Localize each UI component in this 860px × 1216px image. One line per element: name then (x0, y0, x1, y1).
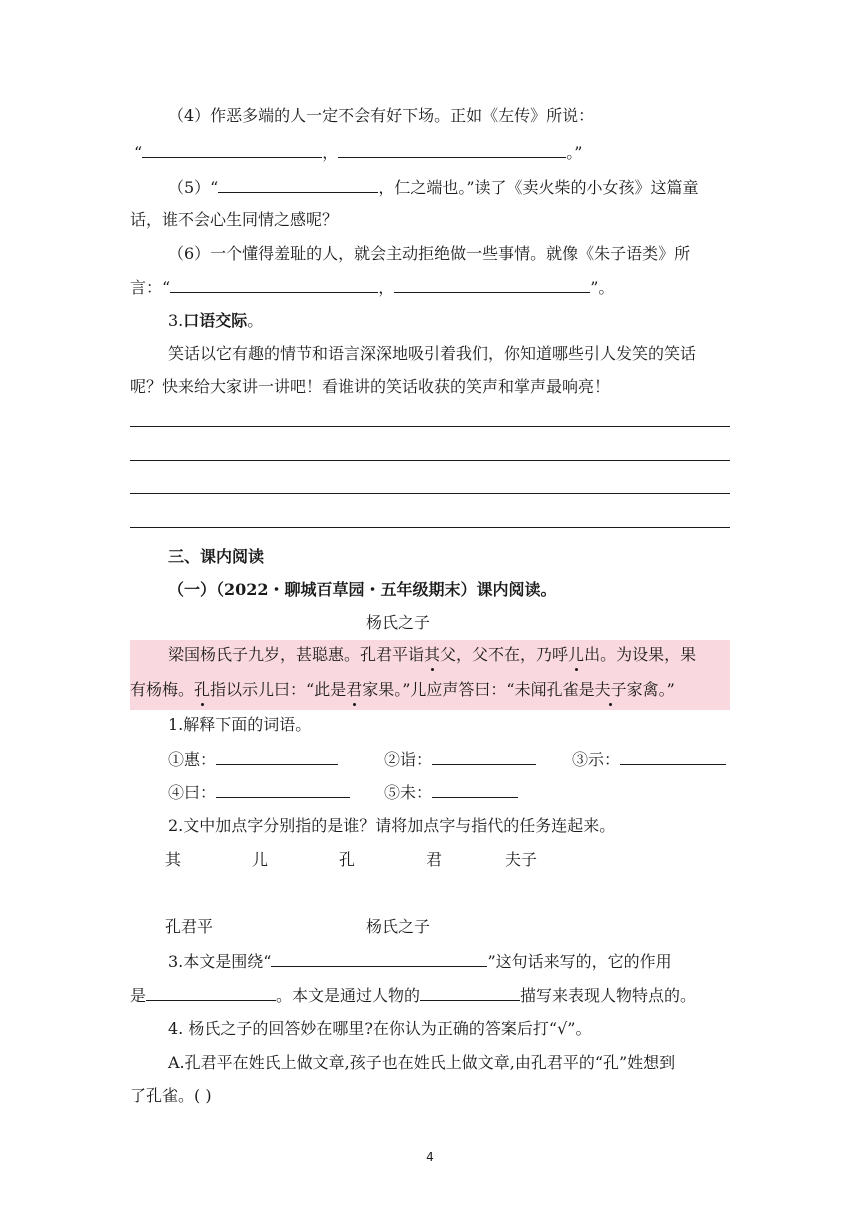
oral-heading (168, 310, 263, 332)
oral-para-2: 呢？快来给大家讲一讲吧！看谁讲的笑话收获的笑声和掌声最响亮！ (130, 377, 611, 396)
q5-line-1 (168, 176, 699, 199)
oral-para-1: 笑话以它有趣的情节和语言深深地吸引着我们，你知道哪些引人发笑的笑话 (168, 344, 697, 363)
q6-comma: ， (378, 278, 395, 297)
passage-text: 有杨梅。 (130, 680, 195, 699)
dotted-word-jun: 君 (346, 680, 363, 699)
passage-title: 杨氏之子 (366, 613, 431, 632)
q1-label: ⑤未： (384, 783, 433, 802)
q6-blank-2[interactable] (394, 276, 590, 293)
q1-label: ②诣： (384, 750, 433, 769)
q3-blank-1[interactable] (271, 950, 487, 967)
writing-line-2[interactable] (130, 460, 730, 461)
q3-text: 3.本文是围绕“ (168, 952, 272, 971)
q1-blank-5[interactable] (432, 781, 518, 798)
oral-period: 。 (247, 311, 264, 330)
q1-blank-3[interactable] (620, 748, 726, 765)
question-4: 4. 杨氏之子的回答妙在哪里?在你认为正确的答案后打“√”。 (168, 1019, 592, 1038)
q1-label: ③示： (572, 750, 621, 769)
q4-blank-2[interactable] (338, 141, 566, 158)
q1-blank-4[interactable] (216, 781, 350, 798)
q6-line-2 (130, 276, 614, 299)
q2-word-5[interactable]: 夫子 (505, 850, 538, 869)
q6-blank-1[interactable] (170, 276, 378, 293)
close-quote: 。” (566, 143, 583, 162)
q6-close: ”。 (590, 278, 615, 297)
writing-line-4[interactable] (130, 527, 730, 528)
passage-text: 家果。”儿应声答曰：“未闻孔雀是 (362, 680, 595, 699)
q4-option-a-line-2[interactable]: 了孔雀。( ) (130, 1086, 212, 1105)
question-1: 1.解释下面的词语。 (168, 715, 312, 734)
oral-number: 3. (168, 311, 184, 330)
q1-item-2 (384, 748, 536, 771)
q2-word-1[interactable]: 其 (165, 850, 182, 869)
q3-text: 描写来表现人物特点的。 (520, 986, 697, 1005)
q3-text: 是 (130, 986, 147, 1005)
q1-blank-1[interactable] (216, 748, 338, 765)
q5-open: （5）“ (168, 178, 219, 197)
q1-blank-2[interactable] (432, 748, 536, 765)
writing-line-1[interactable] (130, 426, 730, 427)
q2-target-1[interactable]: 孔君平 (165, 917, 214, 936)
q5-blank[interactable] (218, 176, 378, 193)
dotted-word-fuzi: 夫子 (594, 680, 627, 699)
sub-heading: （一）（2022・聊城百草园・五年级期末）课内阅读。 (168, 580, 557, 599)
q3-text: 。本文是通过人物的 (276, 986, 421, 1005)
writing-line-3[interactable] (130, 493, 730, 494)
q1-item-3 (572, 748, 726, 771)
comma: ， (322, 143, 339, 162)
q4-option-a-line-1: A.孔君平在姓氏上做文章,孩子也在姓氏上做文章,由孔君平的“孔”姓想到 (168, 1053, 676, 1072)
q3-text: ”这句话来写的，它的作用 (487, 952, 672, 971)
oral-title: 口语交际 (183, 311, 248, 330)
passage-text: 家禽。” (626, 680, 675, 699)
q5-after: ，仁之端也。”读了《卖火柴的小女孩》这篇童 (378, 178, 699, 197)
q1-item-5 (384, 781, 518, 804)
q3-blank-3[interactable] (420, 984, 520, 1001)
dotted-word-kong: 孔 (194, 680, 211, 699)
q4-blank-1[interactable] (142, 141, 322, 158)
passage-text: 指以示儿曰：“此是 (210, 680, 347, 699)
q1-label: ④曰： (168, 783, 217, 802)
q2-word-2[interactable]: 儿 (252, 850, 269, 869)
section-heading: 三、课内阅读 (168, 547, 265, 566)
open-quote: “ (134, 143, 143, 162)
q6-line-1: （6）一个懂得羞耻的人，就会主动拒绝做一些事情。就像《朱子语类》所 (168, 244, 691, 263)
passage-text: 父，父不在，乃呼 (440, 645, 569, 664)
passage-text: 出。为设果，果 (584, 645, 697, 664)
q2-target-2[interactable]: 杨氏之子 (366, 917, 431, 936)
passage-line-1 (168, 644, 696, 666)
q6-open: 言：“ (130, 278, 171, 297)
q1-item-4 (168, 781, 350, 804)
page-number: 4 (426, 1150, 434, 1164)
q3-blank-2[interactable] (146, 984, 276, 1001)
q4-prompt: （4）作恶多端的人一定不会有好下场。正如《左传》所说： (168, 106, 595, 125)
question-2: 2.文中加点字分别指的是谁？请将加点字与指代的任务连起来。 (168, 816, 616, 835)
q4-answer-line (134, 141, 582, 164)
q1-label: ①惠： (168, 750, 217, 769)
question-3-line-2 (130, 984, 696, 1007)
dotted-word-qi: 其 (424, 645, 441, 664)
q5-line-2: 话，谁不会心生同情之感呢？ (130, 210, 339, 229)
passage-line-2 (130, 679, 675, 701)
question-3-line-1 (168, 950, 672, 973)
q2-word-3[interactable]: 孔 (339, 850, 356, 869)
passage-text: 梁国杨氏子九岁，甚聪惠。孔君平诣 (168, 645, 425, 664)
dotted-word-er: 儿 (568, 645, 585, 664)
q2-word-4[interactable]: 君 (426, 850, 443, 869)
q1-item-1 (168, 748, 338, 771)
